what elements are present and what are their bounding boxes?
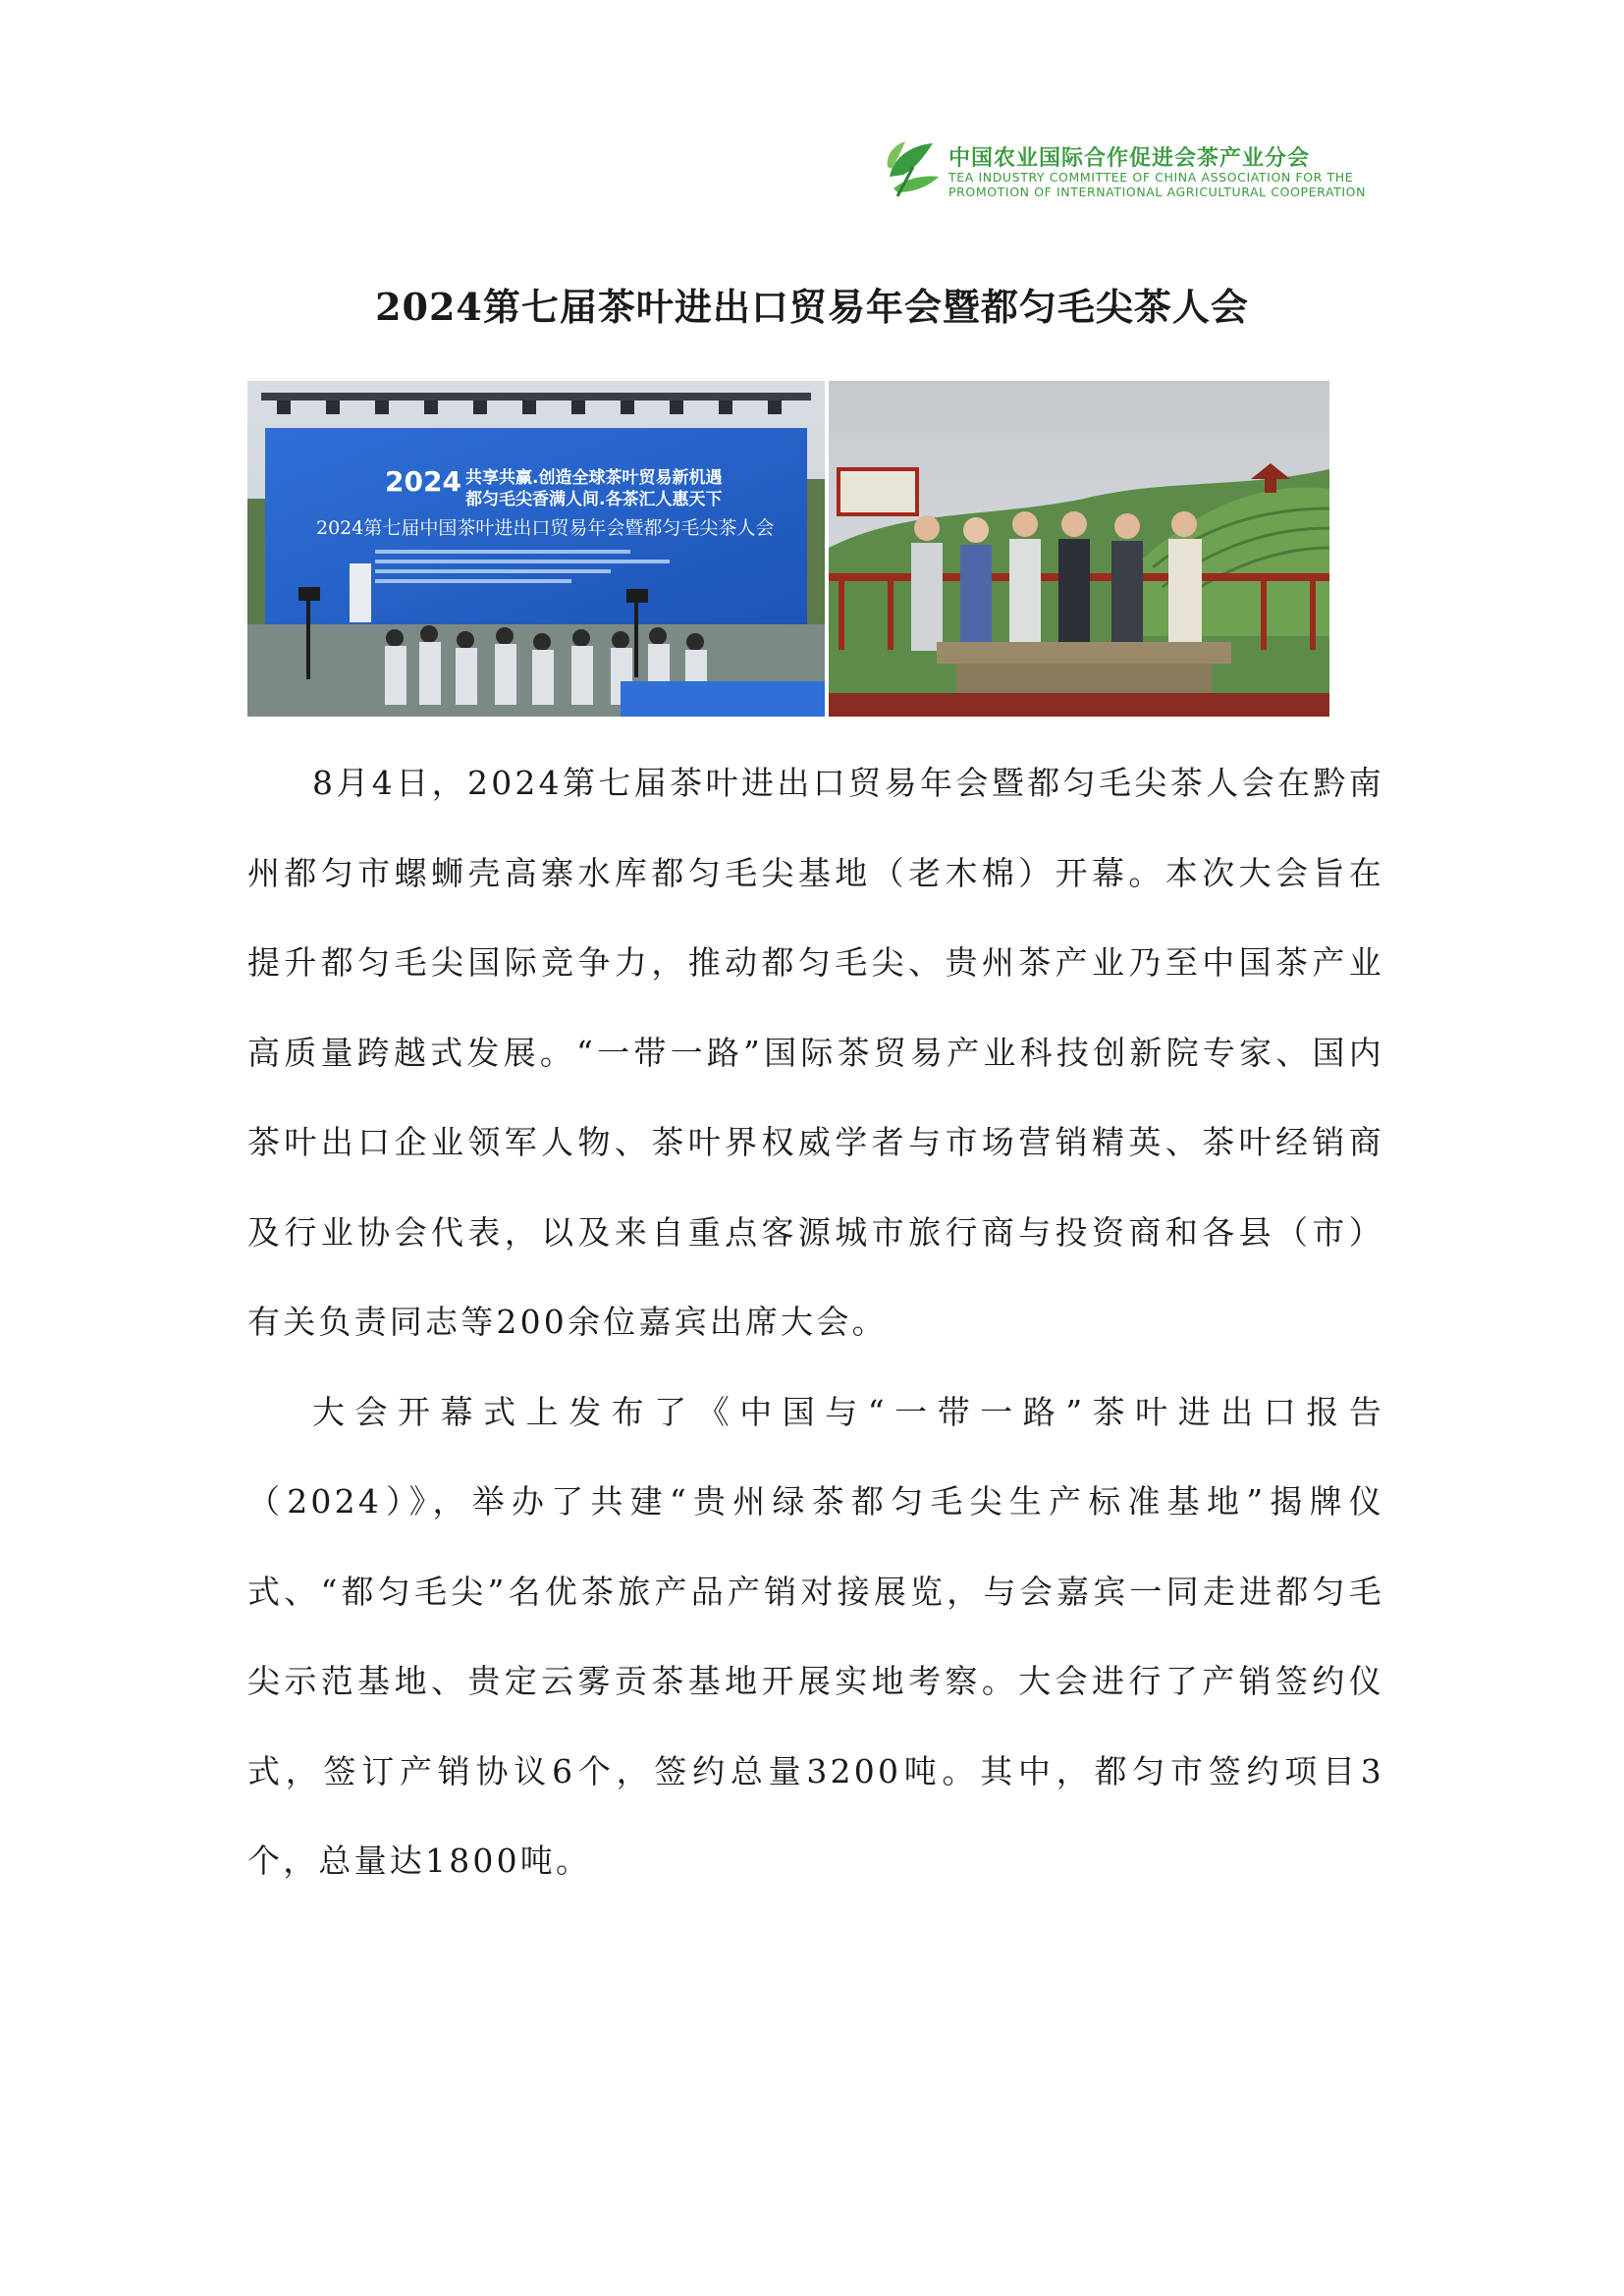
banner-line1: 共享共赢.创造全球茶叶贸易新机遇 xyxy=(465,468,723,488)
article-body xyxy=(247,738,1384,1906)
paragraph: 大会开幕式上发布了《中国与“一带一路”茶叶进出口报告（2024）》，举办了共建“贵州绿茶都匀毛尖生产标准基地”揭牌仪式、“都匀毛尖”名优茶旅产品产销对接展览，与会嘉宾一同走进都匀毛尖示范基地、贵定云雾贡茶基地开展实地考察。大会进行了产销签约仪式，签订产销协议6个，签约总量3200吨。其中，都匀市签约项目3个，总量达1800吨。 xyxy=(247,1392,1384,1880)
org-name-en xyxy=(948,170,1366,199)
banner-year: 2024 xyxy=(385,465,461,498)
org-logo xyxy=(884,137,1394,206)
article-title: 2024第七届茶叶进出口贸易年会暨都匀毛尖茶人会 xyxy=(375,285,1249,329)
org-name-en-line1: TEA INDUSTRY COMMITTEE OF CHINA ASSOCIATION FOR THE xyxy=(948,170,1354,185)
tea-leaf-logo-icon xyxy=(884,137,943,202)
group-photo-tea-garden xyxy=(829,381,1329,717)
org-name-cn: 中国农业国际合作促进会茶产业分会 xyxy=(948,146,1311,171)
banner-line2: 都匀毛尖香满人间.各茶汇人惠天下 xyxy=(465,490,723,509)
paragraph: 8月4日，2024第七届茶叶进出口贸易年会暨都匀毛尖茶人会在黔南州都匀市螺蛳壳高寨水库都匀毛尖基地（老木棉）开幕。本次大会旨在提升都匀毛尖国际竞争力，推动都匀毛尖、贵州茶产业乃至中国茶产业高质量跨越式发展。“一带一路”国际茶贸易产业科技创新院专家、国内茶叶出口企业领军人物、茶叶界权威学者与市场营销精英、茶叶经销商及行业协会代表，以及来自重点客源城市旅行商与投资商和各县（市）有关负责同志等200余位嘉宾出席大会。 xyxy=(247,764,1384,1341)
banner-title: 2024第七届中国茶叶进出口贸易年会暨都匀毛尖茶人会 xyxy=(316,517,775,539)
conference-stage-photo xyxy=(247,381,825,717)
org-name-en-line2: PROMOTION OF INTERNATIONAL AGRICULTURAL COOPERATION xyxy=(948,185,1367,199)
